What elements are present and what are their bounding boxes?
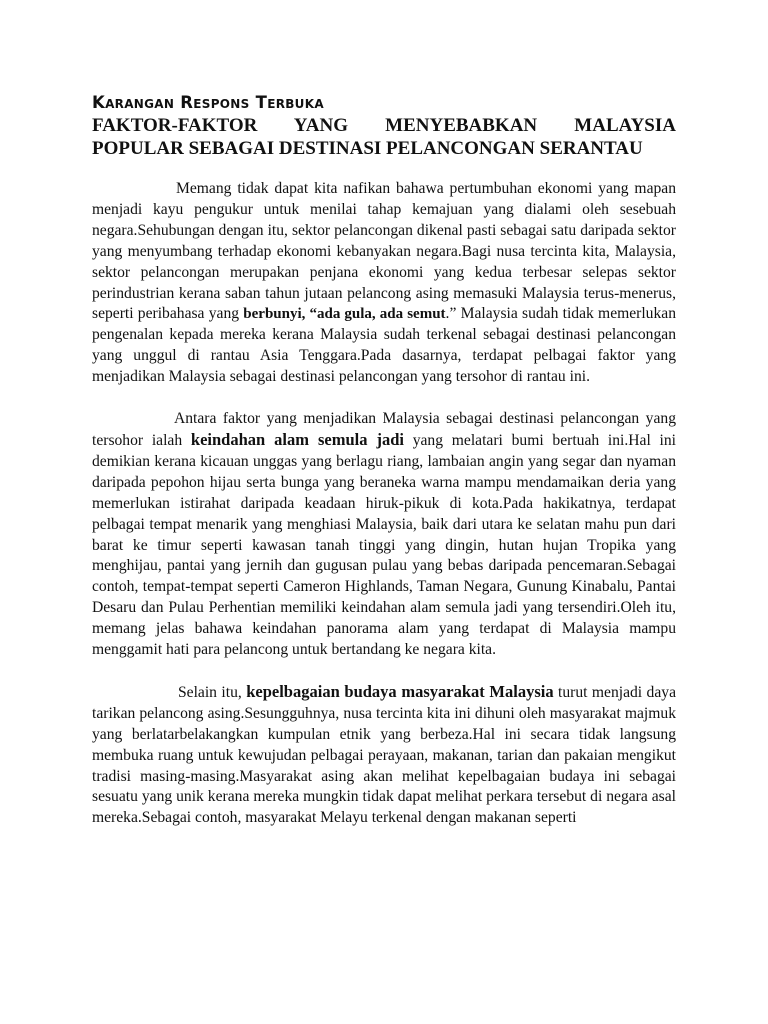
paragraph-text: .” Malaysia sudah tidak memerlukan pengenalan kepada mereka kerana Malaysia sudah terkenal sebagai destinasi pelancongan yang unggul di rantau Asia Tenggara.Pada dasarnya, terdapat pelbagai faktor yang menjadikan Malaysia sebagai destinasi pelancongan yang tersohor di rantau ini. [92, 305, 676, 386]
document-page [92, 92, 676, 829]
paragraph-text: Antara faktor yang menjadikan Malaysia sebagai destinasi pelancongan yang tersohor ialah [92, 410, 676, 449]
essay-title-line-2: POPULAR SEBAGAI DESTINASI PELANCONGAN SERANTAU [92, 138, 643, 159]
paragraph-text: Selain itu, [178, 683, 247, 701]
paragraph-factor-culture [92, 682, 676, 829]
paragraph-text: turut menjadi daya tarikan pelancong asing.Sesungguhnya, nusa tercinta kita ini dihuni oleh masyarakat majmuk yang berlatarbelakangkan kumpulan etnik yang berbeza.Hal ini secara tidak langsung membuka ruang untuk kewujudan pelbagai perayaan, makanan, tarian dan pakaian mengikut tradisi masing-masing.Masyarakat asing akan melihat kepelbagaian budaya ini sebagai sesuatu yang unik kerana mereka mungkin tidak dapat melihat perkara tersebut di negara asal mereka.Sebagai contoh, masyarakat Melayu terkenal dengan makanan seperti [92, 683, 676, 827]
essay-title [92, 114, 676, 160]
essay-title-line-1: FAKTOR-FAKTOR YANG MENYEBABKAN MALAYSIA [92, 115, 676, 136]
paragraph-introduction [92, 179, 676, 388]
key-point-emphasis: kepelbagaian budaya masyarakat Malaysia [246, 681, 554, 701]
key-point-emphasis: keindahan alam semula jadi [190, 429, 404, 449]
essay-type-label: Karangan Respons Terbuka [92, 93, 324, 112]
paragraph-factor-nature [92, 409, 676, 661]
paragraph-text: yang melatari bumi bertuah ini.Hal ini demikian kerana kicauan unggas yang berlagu riang, lambaian angin yang segar dan nyaman daripada pepohon hijau serta bunga yang beraneka warna mampu mendamaikan deria yang memerlukan istirahat daripada keadaan hiruk-pikuk di kota.Pada hakikatnya, terdapat pelbagai tempat menarik yang menghiasi Malaysia, baik dari utara ke selatan mahu pun dari barat ke timur seperti kawasan tanah tinggi yang dingin, hutan hujan Tropika yang menghijau, pantai yang jernih dan gugusan pulau yang bebas daripada pencemaran.Sebagai contoh, tempat-tempat seperti Cameron Highlands, Taman Negara, Gunung Kinabalu, Pantai Desaru dan Pulau Perhentian memiliki keindahan alam semula jadi yang tersendiri.Oleh itu, memang jelas bahawa keindahan panorama alam yang terdapat di Malaysia mampu menggamit hati para pelancong untuk bertandang ke negara kita. [92, 431, 677, 659]
paragraph-text: Memang tidak dapat kita nafikan bahawa pertumbuhan ekonomi yang mapan menjadi kayu pengukur untuk menilai tahap kemajuan yang dialami oleh sesebuah negara.Sehubungan dengan itu, sektor pelancongan dikenal pasti sebagai satu daripada sektor yang menyumbang terhadap ekonomi kebanyakan negara.Bagi nusa tercinta kita, Malaysia, sektor pelancongan merupakan penjana ekonomi yang kedua terbesar selepas sektor perindustrian kerana saban tahun jutaan pelancong asing memasuki Malaysia terus-menerus, seperti peribahasa yang [92, 180, 676, 323]
peribahasa-emphasis: berbunyi, “ada gula, ada semut [243, 306, 446, 323]
